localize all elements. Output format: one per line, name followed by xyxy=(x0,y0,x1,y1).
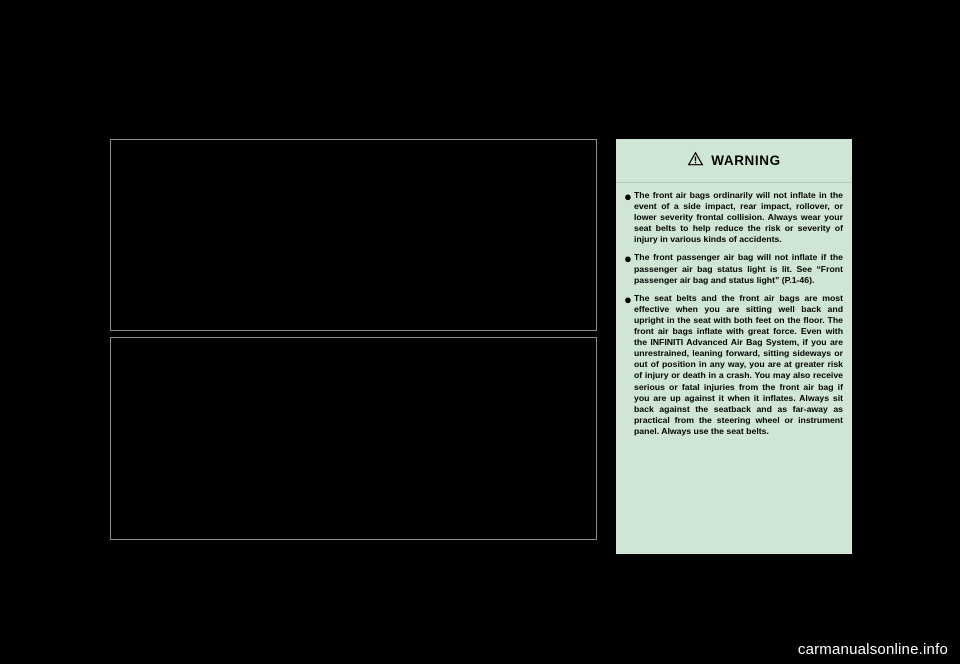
bullet-icon: ● xyxy=(624,189,632,204)
warning-text: The front passenger air bag will not inflate if the passenger air bag status light is lit. See “Front passenger air bag and status light” (P.1-46). xyxy=(634,252,843,285)
warning-header xyxy=(616,139,852,183)
warning-triangle-icon xyxy=(687,151,704,171)
warning-text: The front air bags ordinarily will not inflate in the event of a side impact, rear impact, rollover, or lower severity frontal collision. Always wear your seat belts to help reduce the risk or severity of injury in various kinds of accidents. xyxy=(634,190,843,245)
site-watermark: carmanualsonline.info xyxy=(797,641,948,658)
list-item xyxy=(624,293,843,437)
list-item xyxy=(624,252,843,285)
warning-body xyxy=(616,183,852,450)
warning-title: WARNING xyxy=(711,153,781,168)
figure-top xyxy=(110,139,597,331)
warning-panel xyxy=(616,139,852,554)
warning-text: The seat belts and the front air bags are most effective when you are sitting well back and upright in the seat with both feet on the floor. The front air bags inflate with great force. Even with the INFINITI Advanced Air Bag System, if you are unrestrained, leaning forward, sitting sideways or out of position in any way, you are at greater risk of injury or death in a crash. You may also receive serious or fatal injuries from the front air bag if you are up against it when it inflates. Always sit back against the seatback and as far-away as practical from the steering wheel or instrument panel. Always use the seat belts. xyxy=(634,292,843,436)
bullet-icon: ● xyxy=(624,291,632,307)
figure-bottom xyxy=(110,337,597,540)
list-item xyxy=(624,190,843,245)
bullet-icon: ● xyxy=(624,251,632,267)
